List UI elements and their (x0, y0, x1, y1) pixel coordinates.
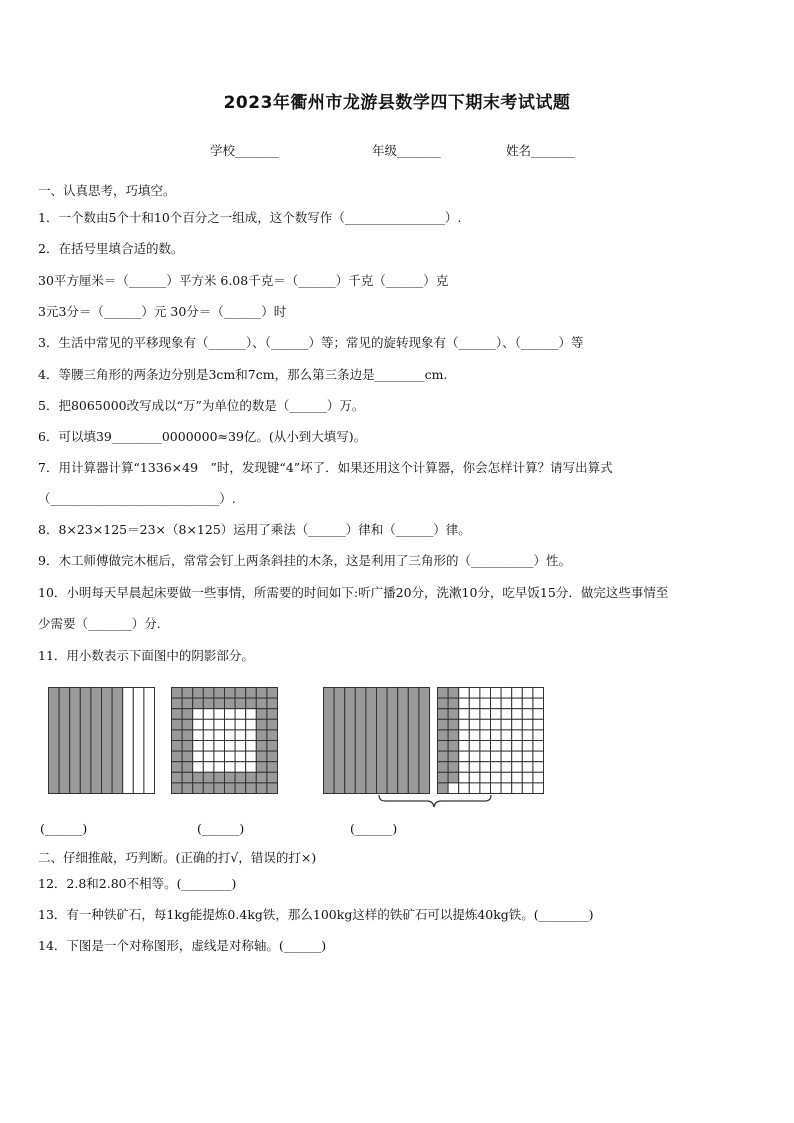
hundredth-cell (214, 698, 225, 709)
hundredth-cell (469, 751, 480, 762)
hundredth-cell (193, 772, 204, 783)
hundredth-cell (256, 709, 267, 720)
hundredth-cell (533, 698, 544, 709)
hundredth-cell (256, 688, 267, 699)
hundredth-cell (533, 741, 544, 752)
hundredth-cell (193, 751, 204, 762)
hundredth-cell (172, 698, 183, 709)
hundredth-cell (172, 772, 183, 783)
hundredth-cell (448, 762, 459, 773)
hundredth-cell (214, 741, 225, 752)
hundredth-cell (214, 688, 225, 699)
tenth-strip (133, 688, 144, 794)
hundredth-cell (469, 730, 480, 741)
hundredth-cell (214, 719, 225, 730)
tenth-strip (398, 688, 409, 794)
hundredth-cell (182, 730, 193, 741)
hundredth-cell (172, 751, 183, 762)
hundredth-cell (459, 772, 470, 783)
hundredth-cell (235, 772, 246, 783)
hundredth-cell (480, 762, 491, 773)
hundredth-cell (182, 741, 193, 752)
grade-field[interactable]: 年级_______ (372, 143, 441, 158)
hundredth-cell (480, 783, 491, 794)
hundredth-cell (480, 741, 491, 752)
hundredth-cell (512, 698, 523, 709)
tenth-strip (80, 688, 91, 794)
hundredth-cell (225, 688, 236, 699)
tenth-strip (144, 688, 155, 794)
hundredth-cell (522, 783, 533, 794)
hundredth-cell (172, 719, 183, 730)
hundredth-cell (438, 741, 449, 752)
hundredth-cell (214, 772, 225, 783)
hundredth-cell (501, 751, 512, 762)
hundredth-cell (246, 772, 257, 783)
hundredth-cell (491, 751, 502, 762)
hundredth-cell (469, 688, 480, 699)
hundredth-cell (522, 741, 533, 752)
hundredth-cell (225, 709, 236, 720)
hundredth-cell (522, 772, 533, 783)
hundredth-cell (193, 730, 204, 741)
hundredth-cell (438, 698, 449, 709)
hundredth-cell (491, 719, 502, 730)
hundredth-cell (172, 730, 183, 741)
hundredth-cell (182, 719, 193, 730)
hundredth-cell (512, 772, 523, 783)
hundredth-cell (438, 751, 449, 762)
hundredth-cell (246, 688, 257, 699)
tenth-strip (419, 688, 430, 794)
hundredth-cell (491, 688, 502, 699)
hundredth-cell (522, 751, 533, 762)
hundredth-cell (246, 762, 257, 773)
hundredth-cell (522, 698, 533, 709)
hundredth-cell (491, 762, 502, 773)
hundredth-cell (235, 783, 246, 794)
hundredth-cell (459, 783, 470, 794)
hundredth-cell (267, 688, 278, 699)
hundredth-cell (438, 762, 449, 773)
hundredth-cell (512, 751, 523, 762)
hundredth-cell (256, 698, 267, 709)
hundredth-cell (438, 783, 449, 794)
hundredth-cell (501, 719, 512, 730)
hundredth-cell (491, 709, 502, 720)
hundredth-cell (246, 719, 257, 730)
hundredth-cell (501, 772, 512, 783)
hundredth-cell (225, 772, 236, 783)
tenths-grid-figure (48, 687, 156, 795)
hundredth-cell (182, 751, 193, 762)
hundredth-cell (203, 751, 214, 762)
hundredth-cell (522, 709, 533, 720)
hundredth-cell (512, 719, 523, 730)
tenth-strip (102, 688, 113, 794)
question-3: 3．生活中常见的平移现象有（______）、（______）等；常见的旋转现象有（______）、（______）等 (38, 335, 584, 350)
hundredth-cell (203, 783, 214, 794)
hundredth-cell (480, 730, 491, 741)
hundredth-cell (172, 709, 183, 720)
question-4: 4．等腰三角形的两条边分别是3cm和7cm，那么第三条边是________cm. (38, 367, 448, 382)
tenth-strip (91, 688, 102, 794)
hundredth-cell (246, 730, 257, 741)
hundredth-cell (501, 698, 512, 709)
hundredth-cell (448, 751, 459, 762)
hundredth-cell (203, 709, 214, 720)
hundredth-cell (459, 730, 470, 741)
hundredth-cell (235, 709, 246, 720)
tenth-strip (366, 688, 377, 794)
hundredth-cell (459, 762, 470, 773)
hundredth-cell (491, 698, 502, 709)
hundredth-cell (448, 772, 459, 783)
hundredth-cell (267, 762, 278, 773)
tenth-strip (112, 688, 123, 794)
hundredth-cell (193, 698, 204, 709)
hundredth-cell (480, 698, 491, 709)
tenth-strip (355, 688, 366, 794)
section-2-heading: 二、仔细推敲，巧判断。(正确的打√，错误的打×) (38, 850, 317, 865)
tenth-strip (345, 688, 356, 794)
hundredth-cell (203, 772, 214, 783)
hundredth-cell (448, 709, 459, 720)
tenth-strip (49, 688, 60, 794)
hundredth-cell (459, 719, 470, 730)
question-8: 8．8×23×125＝23×（8×125）运用了乘法（______）律和（______）律。 (38, 522, 471, 537)
tenth-strip (387, 688, 398, 794)
hundredth-cell (491, 783, 502, 794)
hundredth-cell (203, 730, 214, 741)
hundredth-cell (225, 751, 236, 762)
hundredth-cell (501, 688, 512, 699)
hundredth-cell (256, 751, 267, 762)
hundredth-cell (214, 730, 225, 741)
hundredth-cell (491, 741, 502, 752)
hundredth-cell (214, 709, 225, 720)
hundredth-cell (203, 762, 214, 773)
hundredth-cell (267, 730, 278, 741)
answer-blank-2[interactable]: (______) (197, 821, 245, 836)
hundredth-cell (469, 698, 480, 709)
combined-grid-figure (323, 687, 545, 811)
hundredth-cell (267, 719, 278, 730)
hundredth-cell (533, 709, 544, 720)
hundredth-cell (203, 741, 214, 752)
hundredth-cell (522, 762, 533, 773)
hundredth-cell (172, 741, 183, 752)
hundredth-cell (469, 762, 480, 773)
tenth-strip (334, 688, 345, 794)
hundredth-cell (256, 741, 267, 752)
hundredth-cell (469, 772, 480, 783)
question-13: 13．有一种铁矿石，每1kg能提炼0.4kg铁，那么100kg这样的铁矿石可以提炼40kg铁。(________) (38, 907, 594, 922)
section-1-heading: 一、认真思考，巧填空。 (38, 183, 176, 198)
hundredth-cell (512, 741, 523, 752)
hundredth-cell (522, 730, 533, 741)
hundredth-cell (256, 772, 267, 783)
hundredth-cell (235, 719, 246, 730)
hundredth-cell (182, 772, 193, 783)
hundredth-cell (522, 688, 533, 699)
hundredth-cell (193, 762, 204, 773)
hundredth-cell (448, 698, 459, 709)
hundredth-cell (203, 719, 214, 730)
hundredth-cell (235, 751, 246, 762)
hundredth-cell (203, 688, 214, 699)
hundredth-cell (225, 698, 236, 709)
hundredth-cell (480, 772, 491, 783)
name-field[interactable]: 姓名_______ (506, 143, 575, 158)
hundredth-cell (501, 709, 512, 720)
answer-blank-3[interactable]: (______) (350, 821, 398, 836)
hundredth-cell (448, 783, 459, 794)
hundredth-cell (438, 709, 449, 720)
hundredth-cell (533, 783, 544, 794)
hundredth-cell (214, 751, 225, 762)
hundredth-cell (533, 719, 544, 730)
hundredth-cell (491, 730, 502, 741)
hundredth-cell (533, 751, 544, 762)
hundredth-cell (235, 762, 246, 773)
hundredth-cell (172, 762, 183, 773)
hundredth-cell (225, 730, 236, 741)
hundredth-cell (438, 772, 449, 783)
hundredth-cell (480, 719, 491, 730)
hundredth-cell (246, 709, 257, 720)
hundredth-cell (267, 741, 278, 752)
hundredth-cell (267, 709, 278, 720)
hundredth-cell (225, 783, 236, 794)
hundredth-cell (267, 751, 278, 762)
hundredth-cell (256, 783, 267, 794)
hundredth-cell (448, 719, 459, 730)
question-1: 1．一个数由5个十和10个百分之一组成，这个数写作（________________）. (38, 210, 462, 225)
question-9: 9．木工师傅做完木框后，常常会钉上两条斜挂的木条，这是利用了三角形的（__________）性。 (38, 553, 571, 568)
hundredth-cell (214, 783, 225, 794)
hundredth-cell (203, 698, 214, 709)
hundredth-cell (193, 688, 204, 699)
hundredth-cell (246, 698, 257, 709)
hundredth-cell (267, 698, 278, 709)
hundredth-cell (193, 741, 204, 752)
brace-mark (379, 795, 491, 807)
hundredth-cell (246, 741, 257, 752)
hundredth-cell (235, 698, 246, 709)
hundredth-cell (225, 762, 236, 773)
hundredth-cell (459, 698, 470, 709)
hundredth-cell (469, 783, 480, 794)
hundredth-cell (512, 688, 523, 699)
hundredth-cell (182, 762, 193, 773)
question-6: 6．可以填39________0000000≈39亿。(从小到大填写)。 (38, 429, 367, 444)
hundredth-cell (235, 741, 246, 752)
hundredth-cell (246, 783, 257, 794)
hundredth-cell (256, 762, 267, 773)
hundredth-cell (193, 709, 204, 720)
hundredth-cell (469, 719, 480, 730)
hundredth-cell (438, 688, 449, 699)
question-2: 2．在括号里填合适的数。 (38, 241, 184, 256)
hundredths-grid-figure (171, 687, 279, 795)
hundredth-cell (193, 719, 204, 730)
tenth-strip (70, 688, 81, 794)
hundredth-cell (501, 762, 512, 773)
hundredth-cell (512, 762, 523, 773)
question-2-line-2: 3元3分＝（______）元 30分＝（______）时 (38, 304, 287, 319)
question-14: 14．下图是一个对称图形，虚线是对称轴。(______) (38, 938, 327, 953)
hundredth-cell (501, 730, 512, 741)
tenth-strip (377, 688, 388, 794)
hundredth-cell (172, 783, 183, 794)
hundredth-cell (501, 783, 512, 794)
hundredth-cell (193, 783, 204, 794)
hundredth-cell (448, 730, 459, 741)
hundredth-cell (501, 741, 512, 752)
hundredth-cell (512, 783, 523, 794)
hundredth-cell (533, 688, 544, 699)
hundredth-cell (491, 772, 502, 783)
hundredth-cell (225, 719, 236, 730)
hundredth-cell (214, 762, 225, 773)
answer-blank-1[interactable]: (______) (40, 821, 88, 836)
tenth-strip (408, 688, 419, 794)
hundredth-cell (480, 751, 491, 762)
hundredth-cell (438, 730, 449, 741)
hundredth-cell (448, 741, 459, 752)
hundredth-cell (256, 730, 267, 741)
question-11: 11．用小数表示下面图中的阴影部分。 (38, 648, 254, 663)
hundredth-cell (459, 741, 470, 752)
hundredth-cell (235, 730, 246, 741)
question-2-line-1: 30平方厘米＝（______）平方米 6.08千克＝（______）千克（______）克 (38, 273, 449, 288)
hundredth-cell (267, 772, 278, 783)
hundredth-cell (267, 783, 278, 794)
hundredth-cell (182, 783, 193, 794)
hundredth-cell (182, 688, 193, 699)
hundredth-cell (459, 751, 470, 762)
tenth-strip (59, 688, 70, 794)
hundredth-cell (469, 709, 480, 720)
tenth-strip (123, 688, 134, 794)
hundredth-cell (459, 709, 470, 720)
hundredth-cell (438, 719, 449, 730)
hundredth-cell (235, 688, 246, 699)
tenth-strip (324, 688, 335, 794)
hundredth-cell (182, 698, 193, 709)
question-10-cont: 少需要（_______）分. (38, 616, 161, 631)
hundredth-cell (512, 709, 523, 720)
hundredth-cell (522, 719, 533, 730)
question-12: 12．2.8和2.80不相等。(________) (38, 876, 237, 891)
hundredth-cell (448, 688, 459, 699)
question-7: 7．用计算器计算“1336×49 ”时，发现键“4”坏了．如果还用这个计算器，你会怎样计算？请写出算式 (38, 460, 613, 475)
hundredth-cell (246, 751, 257, 762)
question-7-answer: （___________________________）. (38, 491, 236, 506)
question-5: 5．把8065000改写成以“万”为单位的数是（______）万。 (38, 398, 365, 413)
hundredth-cell (533, 762, 544, 773)
hundredth-cell (469, 741, 480, 752)
school-field[interactable]: 学校_______ (210, 143, 279, 158)
hundredth-cell (172, 688, 183, 699)
hundredth-cell (182, 709, 193, 720)
hundredth-cell (512, 730, 523, 741)
hundredth-cell (225, 741, 236, 752)
hundredth-cell (533, 730, 544, 741)
hundredth-cell (459, 688, 470, 699)
question-10: 10．小明每天早晨起床要做一些事情，所需要的时间如下:听广播20分，洗漱10分，吃早饭15分．做完这些事情至 (38, 585, 669, 600)
hundredth-cell (480, 709, 491, 720)
hundredth-cell (256, 719, 267, 730)
hundredth-cell (533, 772, 544, 783)
hundredth-cell (480, 688, 491, 699)
page-title: 2023年衢州市龙游县数学四下期末考试试题 (223, 93, 571, 113)
